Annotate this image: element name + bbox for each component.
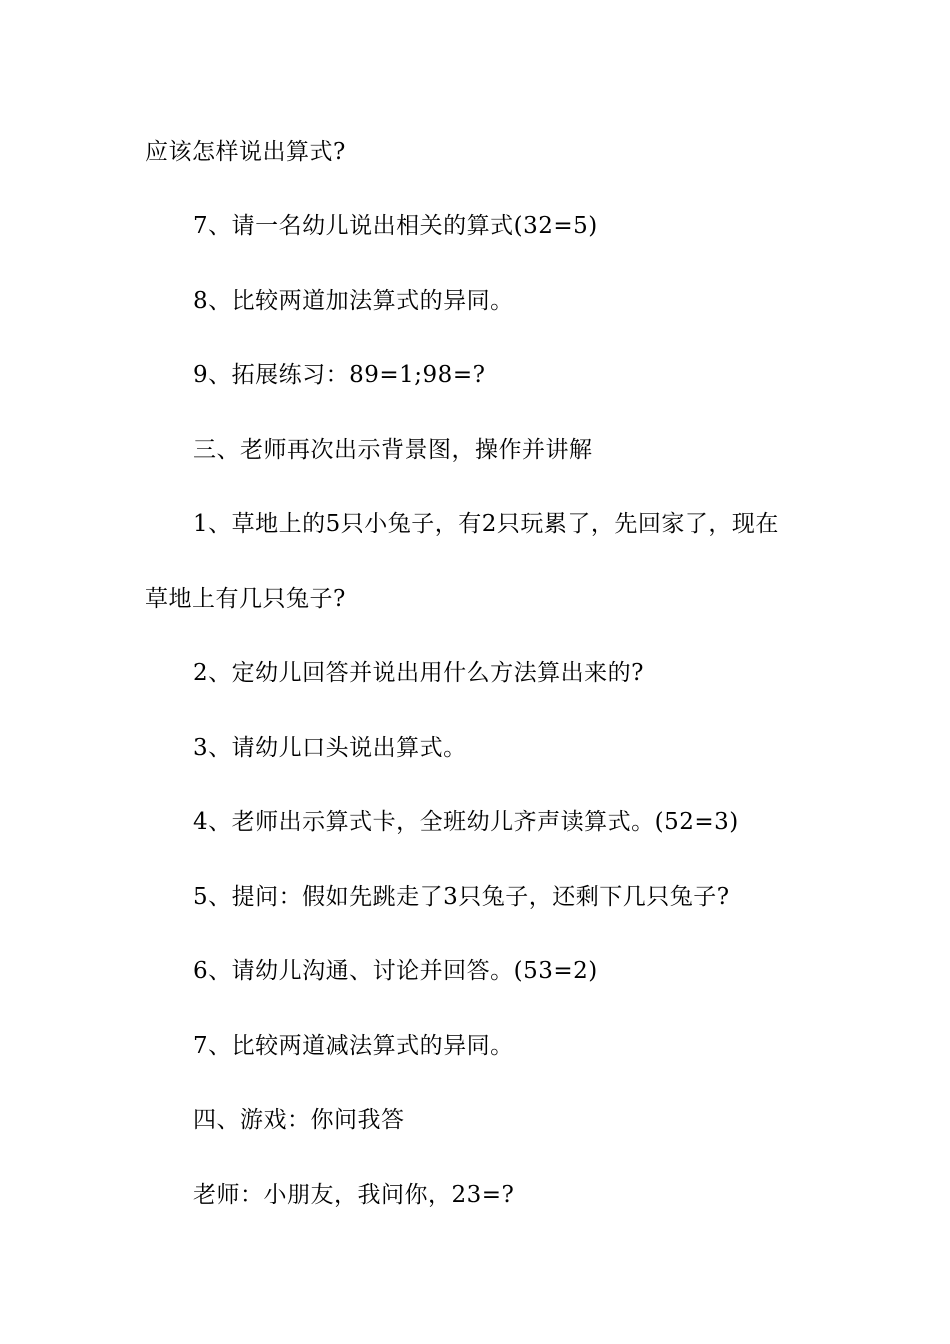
text-line-item-4: 4、老师出示算式卡，全班幼儿齐声读算式。(52=3) [193, 809, 739, 835]
text-line-item-7: 7、比较两道减法算式的异同。 [193, 1033, 514, 1059]
text-line-item-2: 2、定幼儿回答并说出用什么方法算出来的? [193, 660, 644, 686]
text-line-item-1: 1、草地上的5只小兔子，有2只玩累了，先回家了，现在 [193, 511, 779, 537]
text-line-step-8: 8、比较两道加法算式的异同。 [193, 288, 514, 314]
section-heading-3: 三、老师再次出示背景图，操作并讲解 [193, 437, 593, 463]
text-line-dialogue: 老师：小朋友，我问你，23=? [193, 1182, 515, 1208]
section-heading-4: 四、游戏：你问我答 [193, 1107, 405, 1133]
text-line-item-6: 6、请幼儿沟通、讨论并回答。(53=2) [193, 958, 598, 984]
text-line-item-5: 5、提问：假如先跳走了3只兔子，还剩下几只兔子? [193, 884, 730, 910]
text-line-step-9: 9、拓展练习：89=1;98=? [193, 362, 486, 388]
text-line-item-1-continuation: 草地上有几只兔子? [145, 586, 346, 612]
text-line-continuation: 应该怎样说出算式? [145, 139, 346, 165]
text-line-item-3: 3、请幼儿口头说出算式。 [193, 735, 467, 761]
text-line-step-7: 7、请一名幼儿说出相关的算式(32=5) [193, 213, 598, 239]
